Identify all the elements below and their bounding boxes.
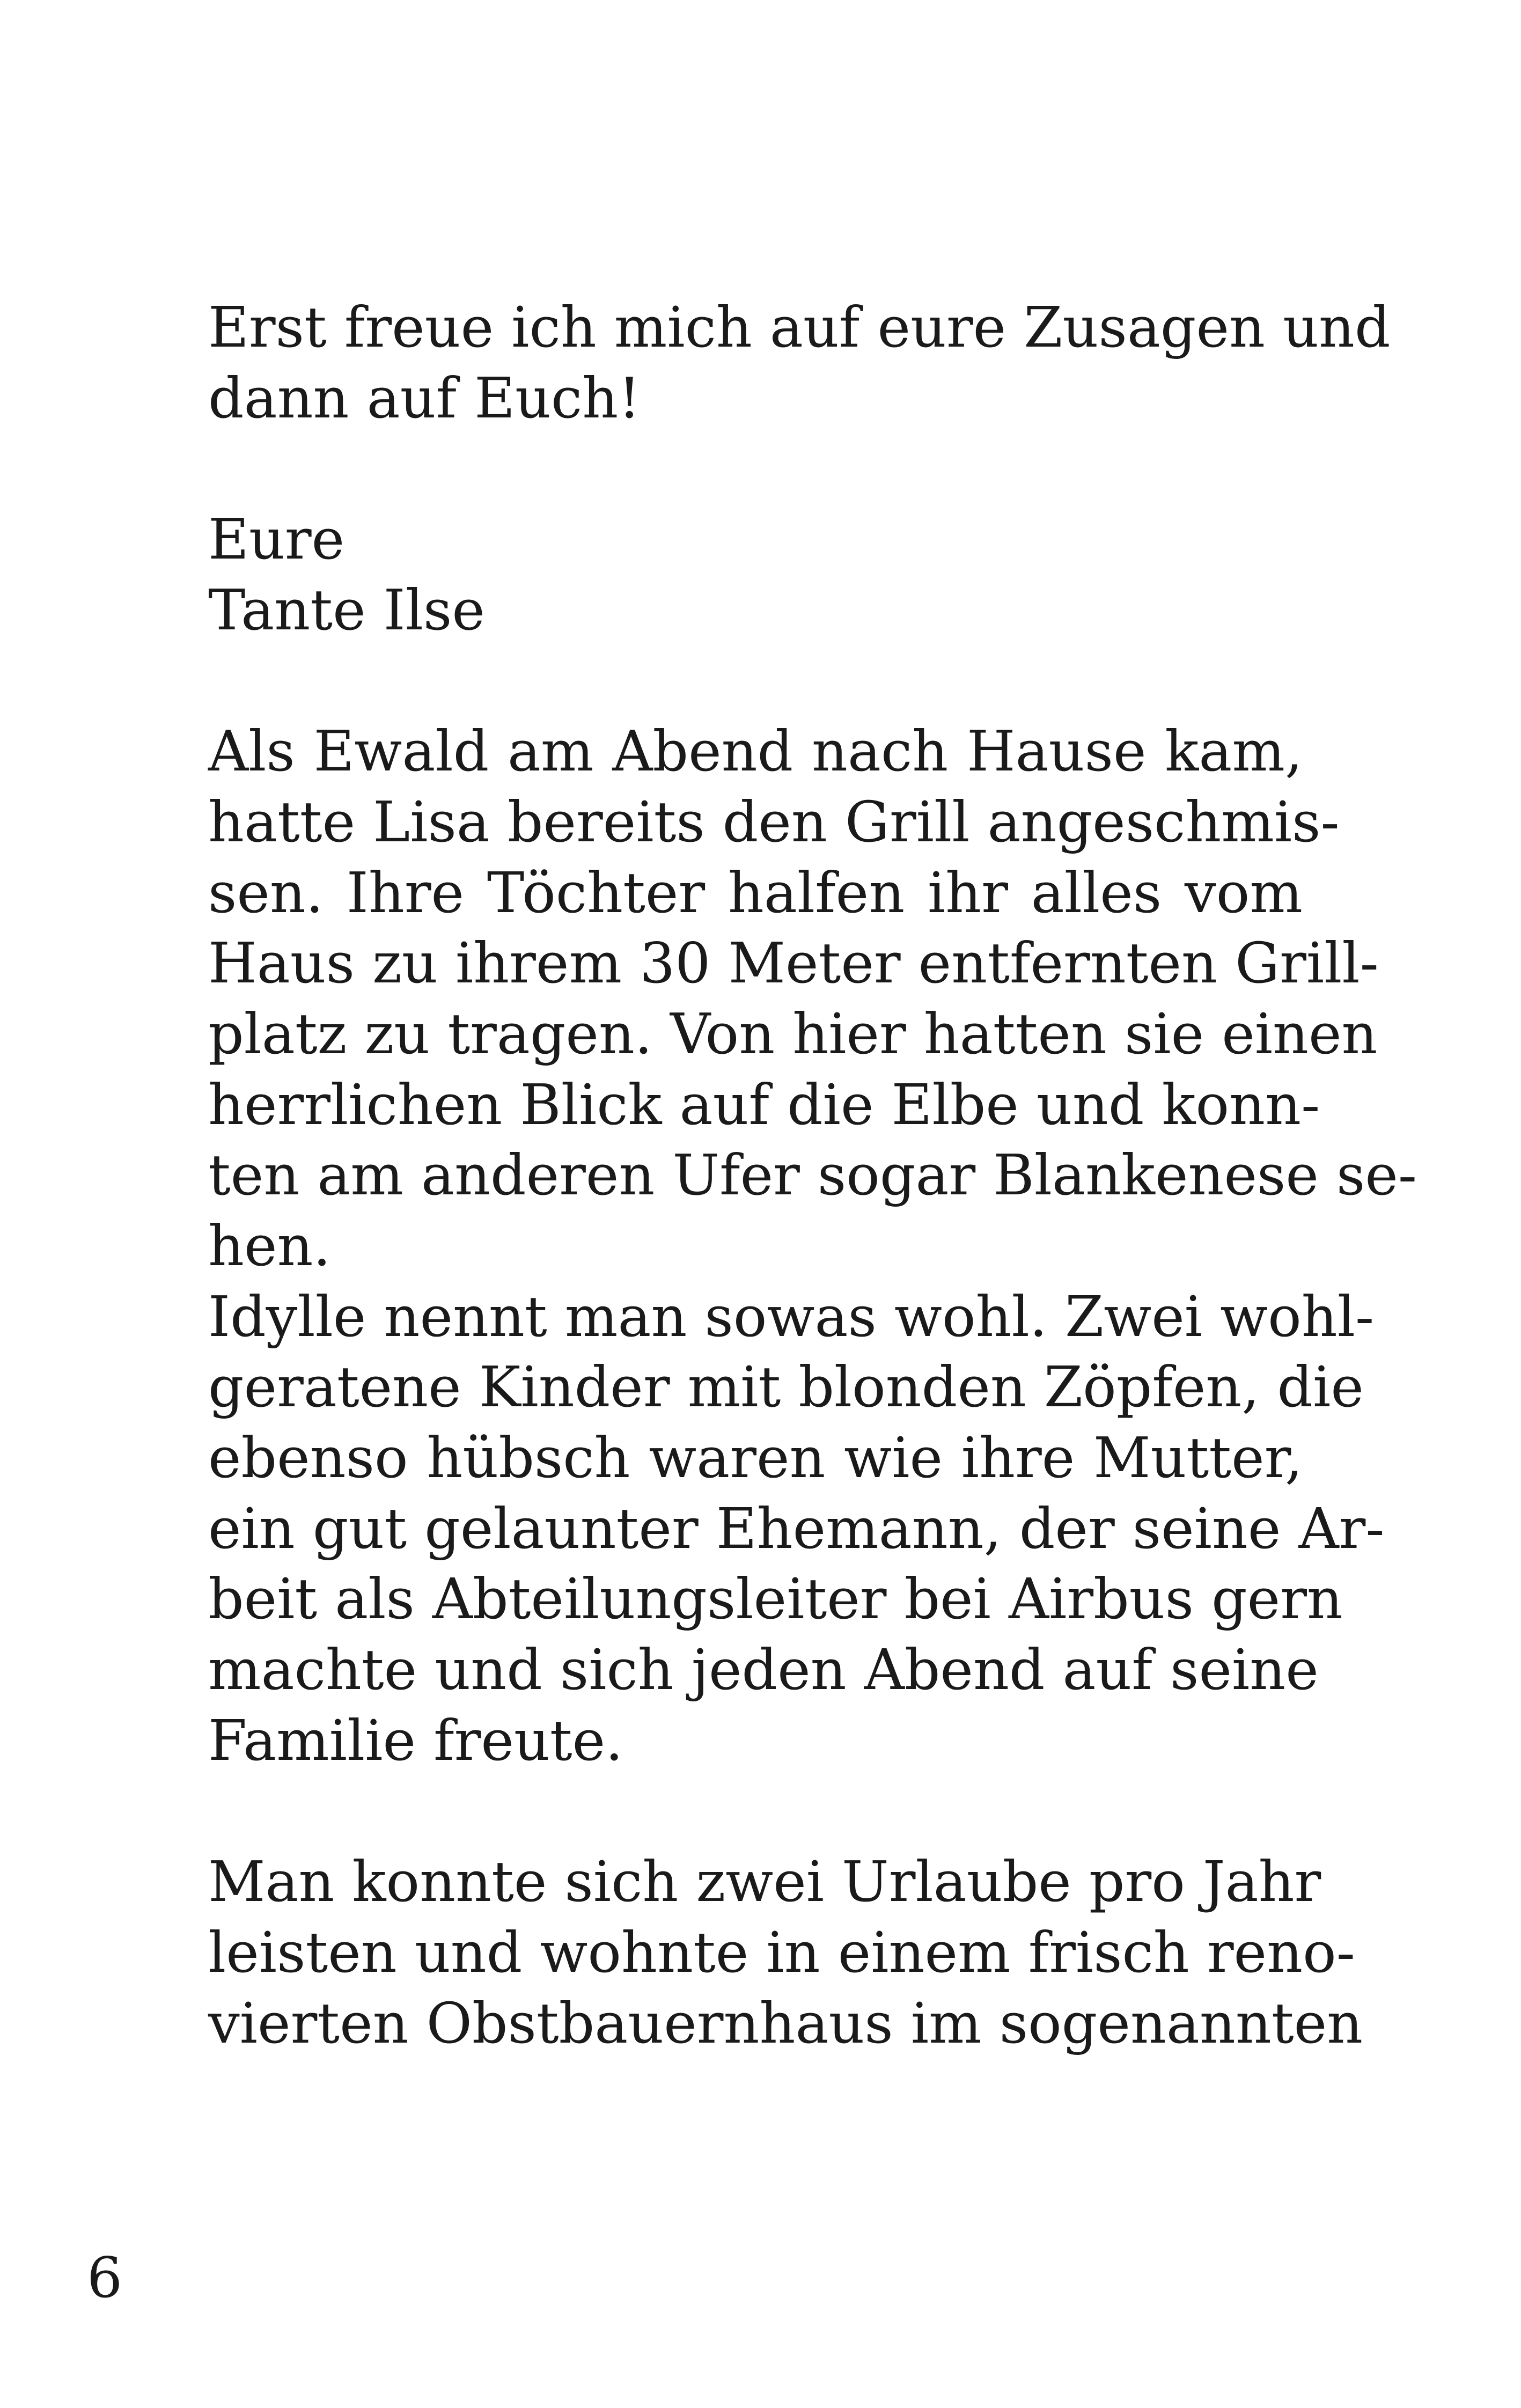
text-line: ten am anderen Ufer sogar Blankenese se-	[208, 1142, 1417, 1208]
paragraph	[208, 1847, 1363, 2059]
text-line: hen.	[208, 1213, 331, 1279]
text-line: dann auf Euch!	[208, 365, 641, 431]
text-line: herrlichen Blick auf die Elbe und konn-	[208, 1071, 1320, 1137]
text-line: Familie freute.	[208, 1707, 623, 1773]
text-line: Tante Ilse	[208, 577, 485, 643]
text-line: platz zu tragen. Von hier hatten sie einen	[208, 1001, 1378, 1067]
text-line: Idylle nennt man sowas wohl. Zwei wohl-	[208, 1283, 1375, 1349]
text-line: Als Ewald am Abend nach Hause kam,	[208, 718, 1303, 784]
paragraph-gap	[208, 434, 1303, 504]
text-line: Eure	[208, 506, 345, 572]
paragraph-gap	[208, 1776, 1303, 1847]
text-line: Erst freue ich mich auf eure Zusagen und	[208, 295, 1391, 360]
paragraph	[208, 504, 1303, 645]
page-number: 6	[87, 2245, 123, 2310]
text-line: Man konnte sich zwei Urlaube pro Jahr	[208, 1849, 1321, 1915]
text-line: beit als Abteilungsleiter bei Airbus gern	[208, 1566, 1343, 1632]
text-line: vierten Obstbauernhaus im sogenannten	[208, 1990, 1363, 2056]
text-line: Haus zu ihrem 30 Meter entfernten Grill-	[208, 930, 1379, 996]
text-line: machte und sich jeden Abend auf seine	[208, 1637, 1319, 1703]
text-line: ebenso hübsch waren wie ihre Mutter,	[208, 1425, 1303, 1491]
body-text	[208, 292, 1417, 2059]
paragraph	[208, 292, 1391, 434]
text-line: ein gut gelaunter Ehemann, der seine Ar-	[208, 1495, 1385, 1561]
paragraph	[208, 716, 1417, 1776]
paragraph-gap	[208, 645, 1303, 716]
text-line: geratene Kinder mit blonden Zöpfen, die	[208, 1354, 1364, 1420]
text-line: leisten und wohnte in einem frisch reno-	[208, 1919, 1355, 1985]
text-line: hatte Lisa bereits den Grill angeschmis-	[208, 789, 1340, 855]
text-line: sen. Ihre Töchter halfen ihr alles vom	[208, 860, 1303, 926]
